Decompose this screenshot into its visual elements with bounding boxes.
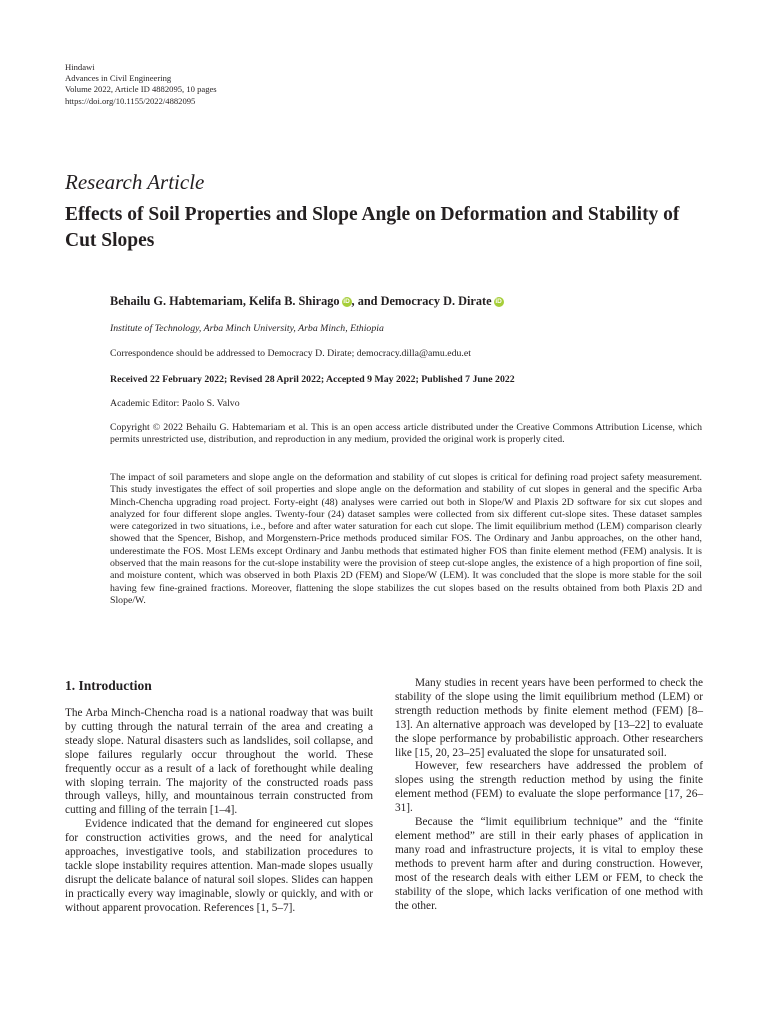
volume-info: Volume 2022, Article ID 4882095, 10 pages bbox=[65, 84, 217, 95]
article-type: Research Article bbox=[65, 170, 205, 194]
author-list bbox=[110, 294, 504, 309]
affiliation: Institute of Technology, Arba Minch University, Arba Minch, Ethiopia bbox=[110, 323, 384, 334]
paragraph: The Arba Minch-Chencha road is a national roadway that was built by cutting through the natural terrain of the area and creating a steady slope. Natural disasters such as landslides, soil collapse, and slope failures regularly occur throughout the world. These frequently occur as a result of a lack of forethought while dealing with sloping terrain. The majority of the constructed roads pass through valleys, hilly, and mountainous terrain constructed from cutting and filling of the terrain [1–4]. bbox=[65, 707, 373, 817]
journal-name: Advances in Civil Engineering bbox=[65, 73, 172, 84]
journal-header bbox=[65, 62, 217, 107]
abstract: The impact of soil parameters and slope angle on the deformation and stability of cut slopes is critical for defining road project safety measurement. This study investigates the effect of soil properties and slope angle on the deformation and stability of cut slopes in general and the specific Arba Minch-Chencha upgrading road project. Forty-eight (48) analyses were carried out both in Slope/W and Plaxis 2D software for six cut slopes and analyzed for four different slope angles. Twenty-four (24) dataset samples were collected from six different cut-slope sites. These dataset samples were categorized in two situations, i.e., before and after water saturation for each cut slope. The limit equilibrium method (LEM) comparison clearly showed that the Spencer, Bishop, and Morgenstern-Price methods produced similar FOS. The Ordinary and Janbu approaches, on the other hand, underestimate the FOS. Most LEMs except Ordinary and Janbu methods that estimated higher FOS than finite element method (FEM) analysis. It is observed that the main reasons for the cut-slope instability were the provision of steep cut-slope angles, the existence of a high proportion of fine soil, and moisture content, which was observed in both Plaxis 2D (FEM) and Slope/W (LEM). It was concluded that the slope is more stable for the soil having few fine-grained fractions. Moreover, flattening the slope stabilizes the cut slopes based on the results obtained from both Plaxis 2D and Slope/W. bbox=[110, 472, 702, 606]
copyright-notice: Copyright © 2022 Behailu G. Habtemariam et al. This is an open access article distributed under the Creative Commons Attribution License, which permits unrestricted use, distribution, and reproduction in any medium, provided the original work is properly cited. bbox=[110, 422, 702, 446]
paragraph: Evidence indicated that the demand for engineered cut slopes for construction activities grows, and the need for analytical approaches, investigative tools, and stabilization procedures to tackle slope instability requires attention. Man-made slopes usually disrupt the delicate balance of natural soil slopes. Slides can happen in practically every way imaginable, slowly or quickly, and with or without apparent provocation. References [1, 5–7]. bbox=[65, 818, 373, 914]
authors-first: Behailu G. Habtemariam, Kelifa B. Shirago bbox=[110, 294, 340, 308]
doi-link[interactable]: https://doi.org/10.1155/2022/4882095 bbox=[65, 95, 196, 106]
academic-editor: Academic Editor: Paolo S. Valvo bbox=[110, 398, 240, 409]
correspondence: Correspondence should be addressed to Democracy D. Dirate; democracy.dilla@amu.edu.et bbox=[110, 348, 471, 359]
orcid-icon[interactable]: iD bbox=[343, 298, 350, 306]
orcid-icon[interactable]: iD bbox=[495, 298, 502, 306]
publication-dates: Received 22 February 2022; Revised 28 April 2022; Accepted 9 May 2022; Published 7 June 2022 bbox=[110, 374, 515, 385]
paragraph: Many studies in recent years have been performed to check the stability of the slope using the limit equilibrium method (LEM) or strength reduction methods by finite element method (FEM) [8–13]. An alternative approach was developed by [13–22] to evaluate the slope performance by probabilistic approach. Other researchers like [15, 20, 23–25] evaluated the slope for unsaturated soil. bbox=[395, 677, 703, 759]
paragraph: However, few researchers have addressed the problem of slopes using the strength reduction method by using the finite element method (FEM) to evaluate the slope performance [17, 26–31]. bbox=[395, 760, 703, 815]
authors-last: , and Democracy D. Dirate bbox=[351, 294, 492, 308]
left-column bbox=[65, 707, 373, 916]
article-title: Effects of Soil Properties and Slope Angle on Deformation and Stability of Cut Slopes bbox=[65, 204, 680, 251]
publisher-name: Hindawi bbox=[65, 62, 95, 72]
right-column bbox=[395, 677, 703, 913]
section-heading: 1. Introduction bbox=[65, 678, 152, 693]
paragraph: Because the “limit equilibrium technique” and the “finite element method” are still in their early phases of application in many road and infrastructure projects, it is vital to employ these methods to prevent harm after and during construction. However, most of the research deals with either LEM or FEM, to check the stability of the slope, which lacks verification of one method with the other. bbox=[395, 816, 703, 912]
